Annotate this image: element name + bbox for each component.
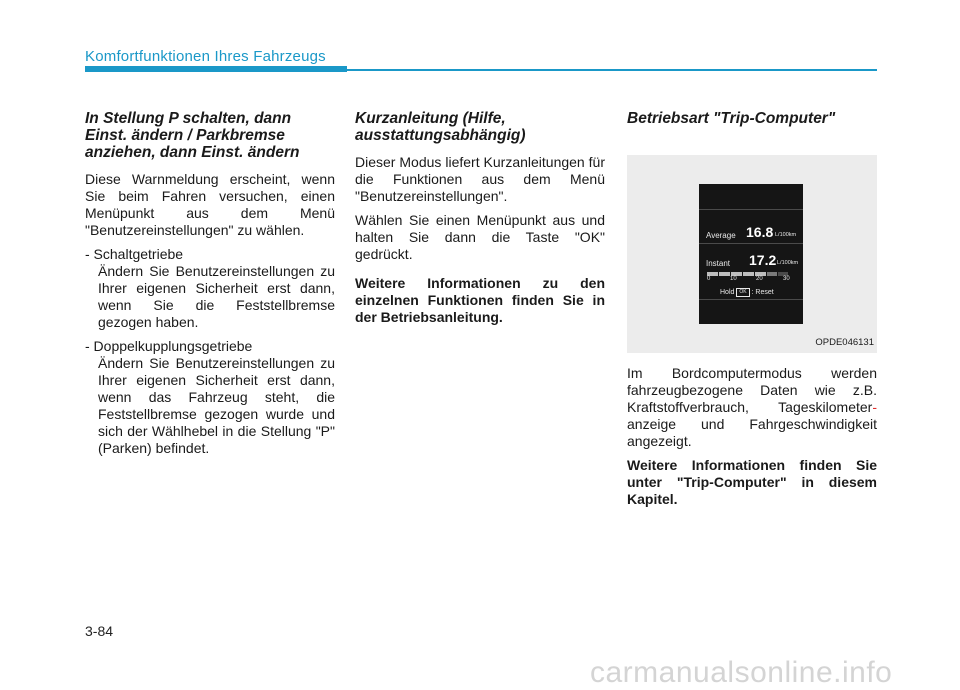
trip-computer-figure: [627, 155, 877, 353]
col2-bold-note: Weitere Informationen zu den einzelnen Funktionen finden Sie in der Betriebsanleitung.: [355, 275, 605, 325]
section-header-rule: [347, 69, 877, 71]
col2-paragraph-1: Dieser Modus liefert Kurzanleitungen für die Funktionen aus dem Menü "Benutzereinstellungen".: [355, 154, 605, 204]
instant-value: 17.2: [749, 252, 777, 268]
section-header-bar: [85, 66, 347, 72]
gauge-tick-10: 10: [730, 276, 737, 282]
column-1: [85, 110, 335, 464]
instant-bar-gauge: [707, 272, 795, 276]
col1-item-manual-label: - Schaltgetriebe: [85, 246, 184, 262]
col3-paragraph-1: [627, 365, 877, 450]
average-unit: L/100km: [775, 232, 797, 238]
gauge-tick-20: 20: [756, 276, 763, 282]
col3-bold-note: Weitere Informationen finden Sie unter "Trip-Computer" in diesem Kapitel.: [627, 457, 877, 507]
col2-heading: Kurzanleitung (Hilfe, ausstattungsabhängig): [355, 110, 526, 144]
instant-label: Instant: [706, 259, 731, 268]
reset-label: : Reset: [751, 289, 774, 296]
gauge-tick-30: 30: [783, 276, 790, 282]
page-number: 3-84: [85, 623, 114, 639]
gauge-segment: [767, 272, 777, 276]
figure-code: OPDE046131: [815, 337, 874, 348]
col3-paragraph-1-tail: anzeige und Fahrgeschwindigkeit angezeigt.: [627, 416, 877, 449]
ok-key-icon: OK: [736, 288, 749, 297]
section-header-title: Komfortfunktionen Ihres Fahrzeugs: [85, 48, 326, 65]
col3-heading: Betriebsart "Trip-Computer": [627, 110, 836, 127]
watermark: carmanualsonline.info: [590, 656, 893, 689]
display-divider: [699, 209, 803, 210]
col1-item-dct-label: - Doppelkupplungsgetriebe: [85, 338, 253, 354]
col2-paragraph-2: Wählen Sie einen Menüpunkt aus und halten Sie dann die Taste "OK" gedrückt.: [355, 212, 605, 262]
cluster-display: [699, 184, 803, 324]
column-2: [355, 110, 605, 333]
average-value: 16.8: [746, 224, 774, 240]
gauge-tick-0: 0: [707, 276, 711, 282]
instant-unit: L/100km: [777, 260, 799, 266]
hold-label: Hold: [720, 289, 735, 296]
col3-hyphen: -: [872, 399, 877, 415]
display-divider: [699, 243, 803, 244]
col1-heading: In Stellung P schalten, dann Einst. ändern / Parkbremse anziehen, dann Einst. ändern: [85, 110, 300, 161]
column-3: [627, 110, 877, 515]
gauge-segment: [743, 272, 754, 276]
gauge-segment: [719, 272, 730, 276]
average-label: Average: [706, 231, 736, 240]
col1-item-manual-text: Ändern Sie Benutzereinstellungen zu Ihrer eigenen Sicherheit erst dann, wenn Sie die Feststellbremse gezogen haben.: [98, 263, 335, 330]
col1-intro: Diese Warnmeldung erscheint, wenn Sie beim Fahren versuchen, einen Menüpunkt aus dem Menü "Benutzereinstellungen" zu wählen.: [85, 171, 335, 238]
col1-item-dct-text: Ändern Sie Benutzereinstellungen zu Ihrer eigenen Sicherheit erst dann, wenn das Fahrzeug steht, die Feststellbremse gezogen wurde und sich der Wählhebel in die Stellung "P" (Parken) befindet.: [98, 355, 335, 456]
hold-reset-hint: [720, 288, 774, 297]
display-divider: [699, 299, 803, 300]
col3-paragraph-1-main: Im Bordcomputermodus werden fahrzeugbezogene Daten wie z.B. Kraftstoffverbrauch, Tageskilometer: [627, 365, 877, 415]
